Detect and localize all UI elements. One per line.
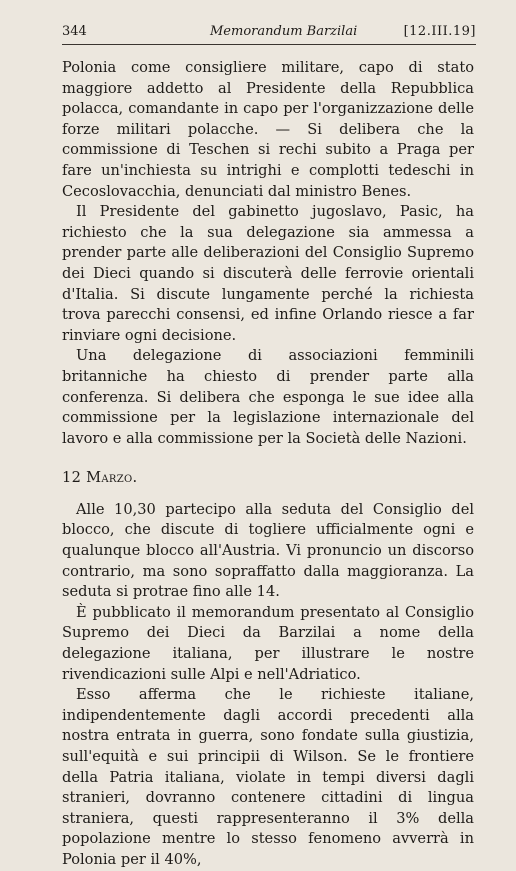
paragraph-continuation: Polonia come consigliere militare, capo di stato maggiore addetto al Presidente della Repubblica polacca, comandante in capo per l'organizzazione delle forze militari polacche. — Si delibera che la commissione di Teschen si rechi subito a Praga per fare un'inchiesta su intrighi e complotti tedeschi in Cecoslovacchia, denunciati dal ministro Benes. xyxy=(62,59,474,200)
paragraph: Alle 10,30 partecipo alla seduta del Consiglio del blocco, che discute di togliere ufficialmente ogni e qualunque blocco all'Austria. Vi pronuncio un discorso contrario, ma sono sopraffatto dalla maggioranza. La seduta si protrae fino alle 14. xyxy=(62,500,474,601)
page-number: 344 xyxy=(62,24,87,39)
paragraph: Il Presidente del gabinetto jugoslavo, Pasic, ha richiesto che la sua delegazione sia ammessa a prender parte alle deliberazioni del Consiglio Supremo dei Dieci quando si discuterà delle ferrovie orientali d'Italia. Si discute lungamente perché la richiesta trova parecchi consensi, ed infine Orlando riesce a far rinviare ogni decisione. xyxy=(62,203,474,344)
paragraph: Una delegazione di associazioni femminili britanniche ha chiesto di prender parte alla conferenza. Si delibera che esponga le sue idee alla commissione per la legislazione internazionale del lavoro e alla commissione per la Società delle Nazioni. xyxy=(62,347,474,447)
running-header xyxy=(62,22,476,45)
header-date: [12.III.19] xyxy=(403,24,476,39)
page-body xyxy=(62,58,474,871)
date-heading: 12 Marzo. xyxy=(62,469,138,487)
running-title: Memorandum Barzilai xyxy=(210,24,358,39)
paragraph: È pubblicato il memorandum presentato al Consiglio Supremo dei Dieci da Barzilai a nome della delegazione italiana, per illustrare le nostre rivendicazioni sulle Alpi e nell'Adriatico. xyxy=(62,603,474,683)
paragraph: Esso afferma che le richieste italiane, indipendentemente dagli accordi precedenti alla nostra entrata in guerra, sono fondate sulla giustizia, sull'equità e sui principii di Wilson. Se le frontiere della Patria italiana, violate in tempi diversi dagli stranieri, dovranno contenere cittadini di lingua straniera, questi rappresenteranno il 3% della popolazione mentre lo stesso fenomeno avverrà in Polonia per il 40%, xyxy=(62,686,474,868)
